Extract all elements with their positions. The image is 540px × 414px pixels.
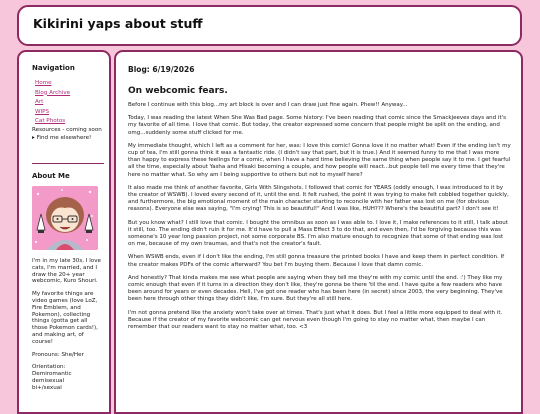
about-heading: About Me [32, 172, 70, 180]
post-body [128, 102, 511, 331]
orientation-label: Orientation: [32, 364, 66, 371]
sidebar-divider [32, 163, 104, 164]
post-title: On webcomic fears. [128, 86, 228, 96]
site-header [17, 5, 522, 46]
about-favorites: My favorite things are video games (love LoZ, Fire Emblem, and Pokemon), collecting things (gotta get all those Pokemon cards!), and making art, of course! [32, 291, 98, 345]
post-paragraph: I'm not gonna pretend like the anxiety won't take over at times. That's just what it does. But I feel a little more equipped to deal with it. Because if the creator of my favorite webcomic can get nervous even though I'm going to stay no matter what, then maybe I can remember that our readers want to stay no matter what, too. <3 [128, 309, 503, 331]
about-bio: I'm in my late 30s, I love cats, I'm married, and I draw the 20+ year webcomic, Kuro Shouri. [32, 258, 101, 285]
post-date: Blog: 6/19/2026 [128, 65, 195, 74]
navigation-section [32, 64, 104, 143]
orientation-line: demisexual [32, 377, 65, 384]
post-paragraph: My immediate thought, which I left as a comment for her, was: I love this comic! Gonna love it no matter what! Even if the ending isn't my cup of tea, I'm still gonna think it was a fantastic ride. (I didn't say that part, but it is true.) And it seemed funny to me that I was more than happy to express these feelings for a comic, when I have a hard time believing the same thing when people say it to me. I get fearful all the time, especially about Yasha and Hisaki becoming a couple, and how people will react...but people tell me every time that they're here no matter what. So why am I being supportive to others but not to myself here? [128, 142, 511, 178]
post-paragraph: Before I continue with this blog...my art block is over and I can draw just fine again. Phew!! Anyway... [128, 102, 408, 108]
nav-list [32, 79, 104, 143]
blog-post [128, 65, 511, 337]
post-paragraph: Today, I was reading the latest When She Was Bad page. Some history: I've been reading that comic since the Smackjeeves days and it's my favorite of all time. I love that comic. But today, the creator expressed some concern that people might be split on the ending, and omg...suddenly some stuff clicked for me. [128, 115, 506, 136]
avatar [32, 186, 98, 250]
find-me-elsewhere-toggle[interactable]: ▸ Find me elsewhere! [32, 134, 92, 141]
about-orientation [32, 364, 104, 391]
nav-link-cat-photos[interactable]: Cat Photos [35, 118, 66, 124]
post-paragraph: But you know what? I still love that comic. I bought the omnibus as soon as I was able to. I love it, I make references to it still, I talk about it still, too. The ending didn't ruin it for me. It'd have to pull a Mass Effect 3 to do that, and even then, I'd be forgiving because this was someone's 10 year long passion project, not some corporate BS. I'm also mature enough to recognize that some of that ending was lost on me, because of my own traumas, and that's not the creator's fault. [128, 219, 508, 248]
orientation-line: Demiromantic [32, 371, 72, 378]
nav-link-art[interactable]: Art [35, 99, 44, 105]
orientation-line: bi+/sexual [32, 384, 62, 391]
post-paragraph: When WSWB ends, even if I don't like the ending, I'm still gonna treasure the printed books I have and keep them in perfect condition. If the creator makes PDFs of the comic afterward? You bet I'm buying them. Because I love that damn comic. [128, 254, 505, 268]
nav-link-wips[interactable]: WIPS [35, 108, 50, 115]
about-section [32, 172, 104, 392]
main-content [114, 50, 523, 414]
post-paragraph: And honestly? That kinda makes me see what people are saying when they tell me they're with my comic until the end. :') They like my comic enough that even if it turns in a direction they don't like, they're gonna be there 'til the end. I have quite a few readers who have been around for years or even decades. Hell, I've got one reader who has been here (in secret) since 2003, the very beginning. They've been here through other things they didn't like, I'm sure. But they're all still here. [128, 274, 503, 303]
nav-link-blog-archive[interactable]: Blog Archive [35, 89, 71, 96]
navigation-heading: Navigation [32, 64, 75, 72]
avatar-illustration [32, 186, 98, 250]
nav-link-home[interactable]: Home [35, 80, 52, 86]
site-title: Kikirini yaps about stuff [33, 16, 203, 31]
post-paragraph: It also made me think of another favorite, Girls With Slingshots. I followed that comic for YEARS (oddly enough, I was introduced to it by the creator of WSWB). I loved every second of it, until the end. It felt rushed, the point it was trying to make felt cobbled together quickly, and furthermore, the big emotional moment of the main character starting to reconcile with her father was lost on me (for obvious reasons). Everyone else was saying, "I'm crying! This is so beautiful!" And I was like, HUH??? Where's the beautiful part? I don't see it! [128, 184, 509, 213]
nav-resources-text: Resources - coming soon [32, 126, 102, 133]
sidebar [17, 50, 111, 414]
about-pronouns: Pronouns: She/Her [32, 351, 84, 358]
